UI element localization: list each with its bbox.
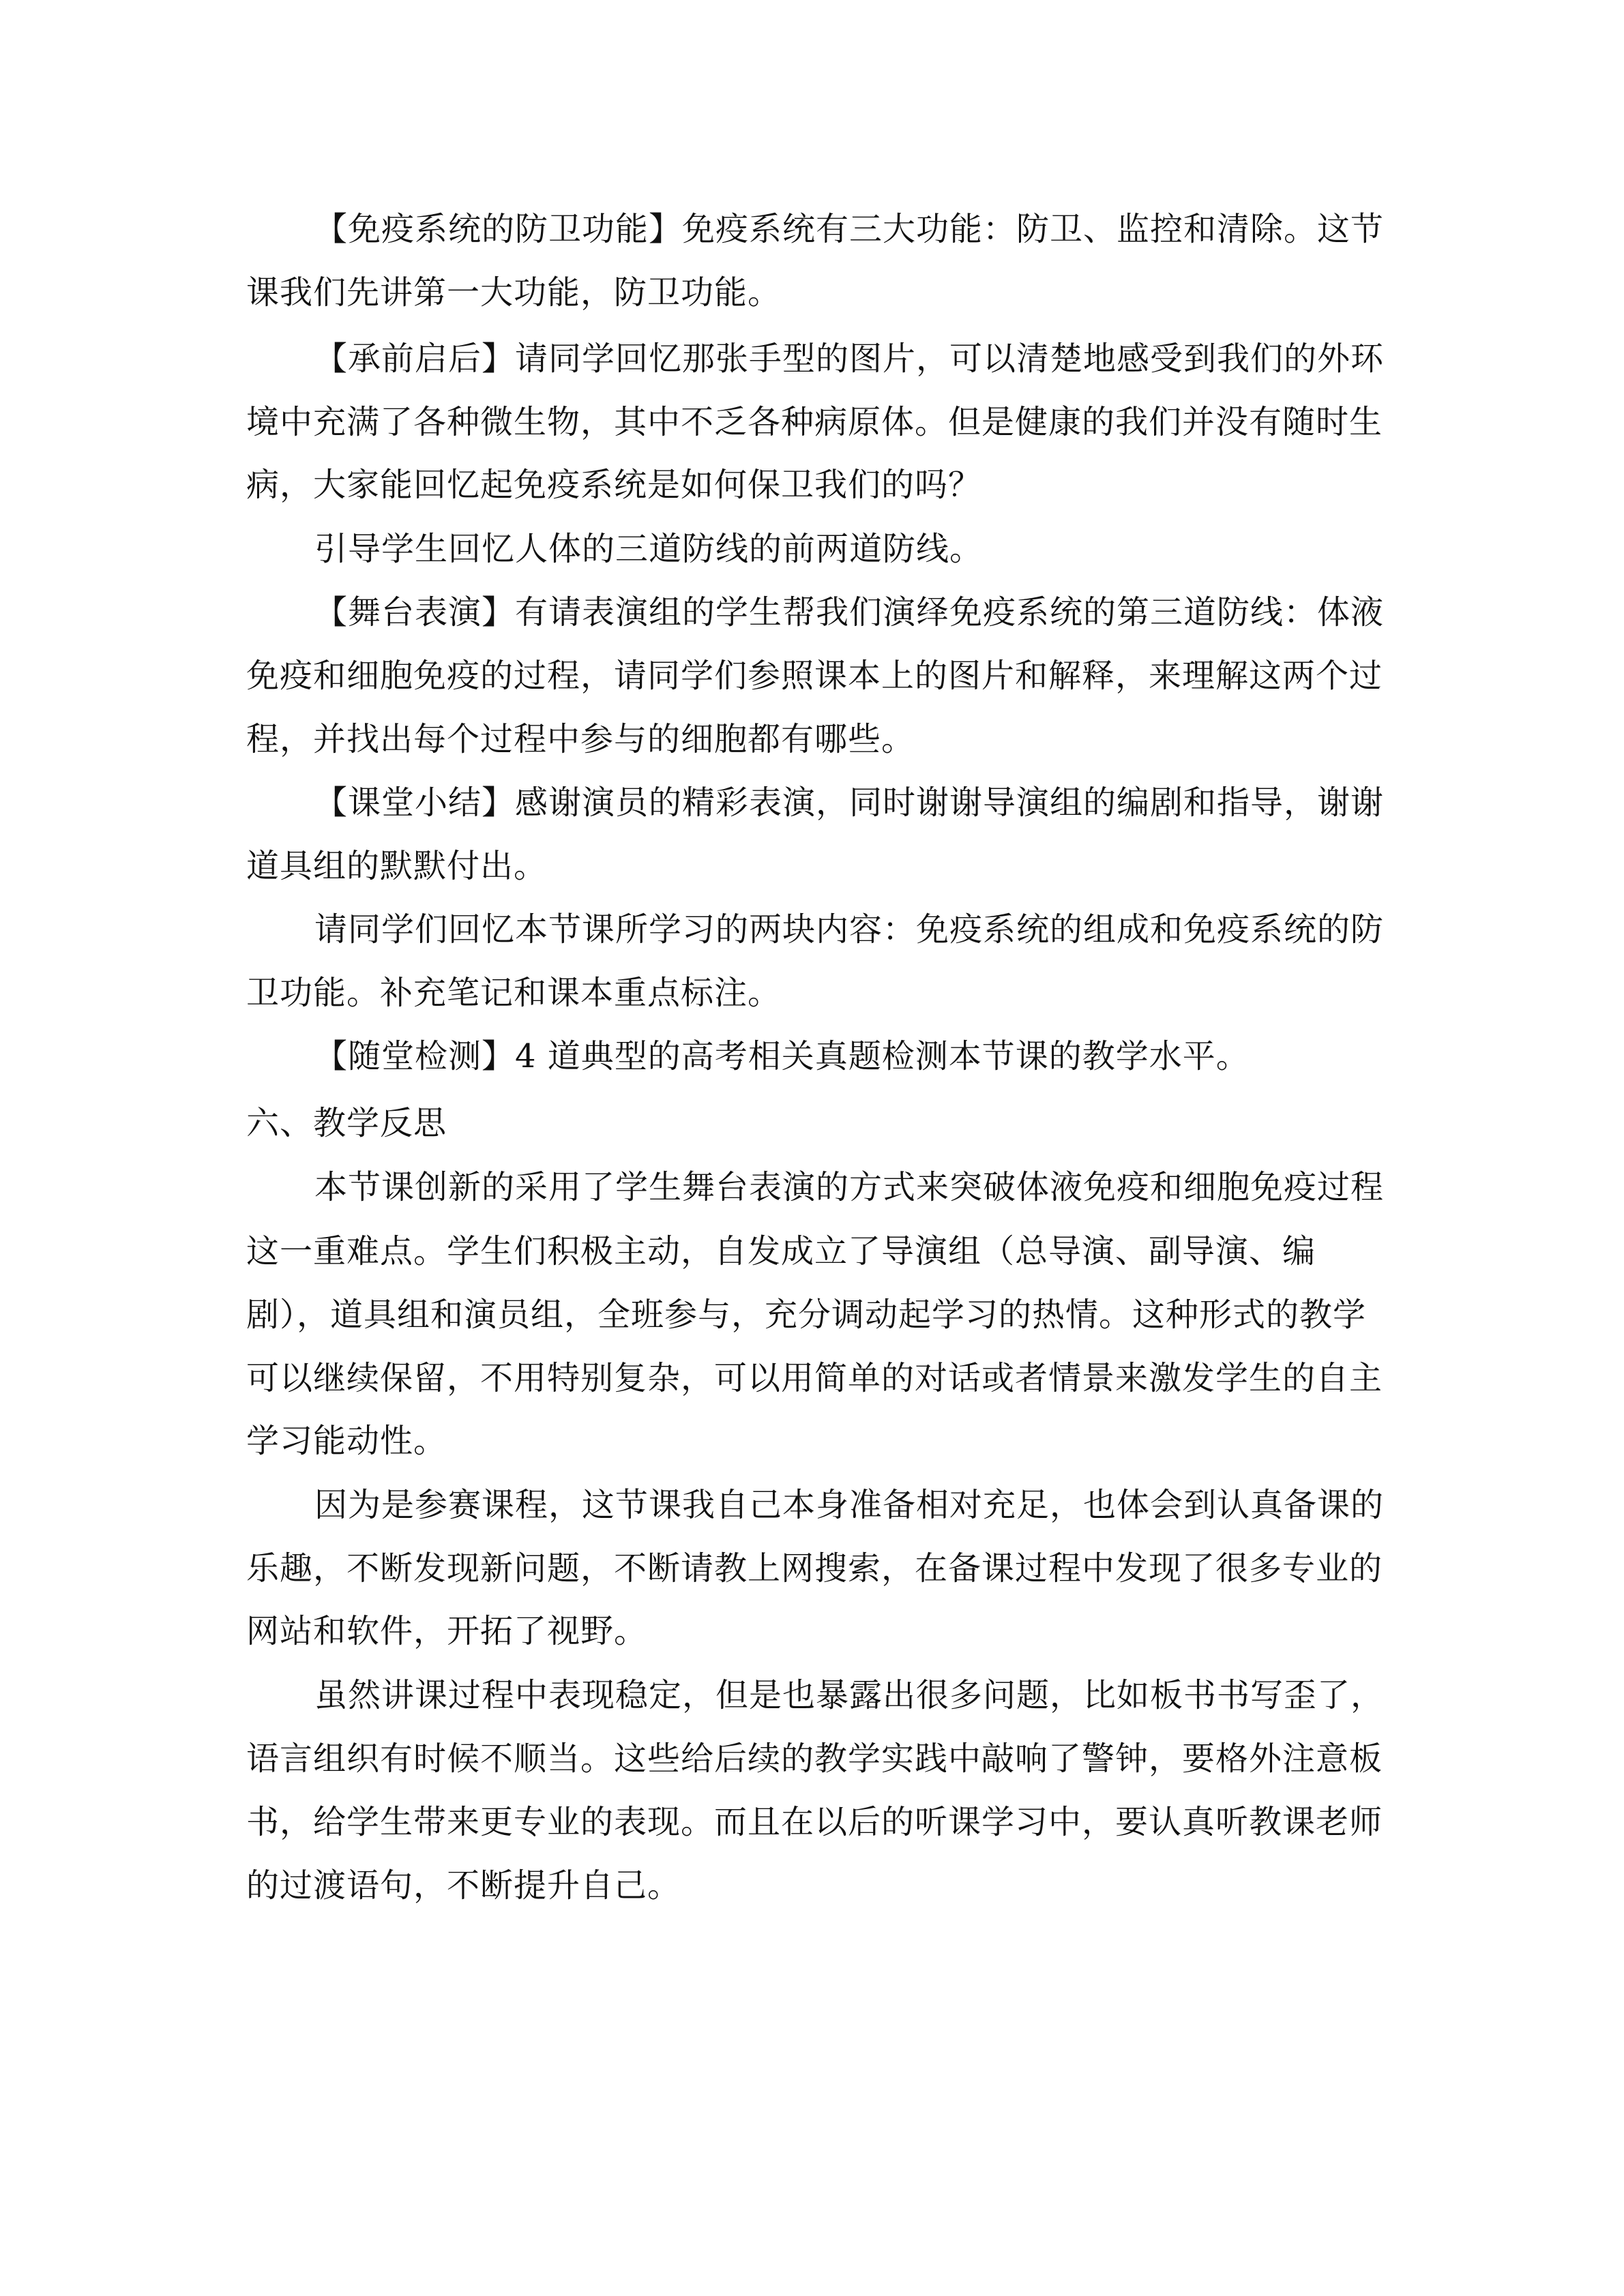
text-line: 因为是参赛课程，这节课我自己本身准备相对充足，也体会到认真备课的 — [314, 1486, 1385, 1524]
text-line: 【承前启后】请同学回忆那张手型的图片，可以清楚地感受到我们的外环 — [314, 340, 1385, 378]
text-line: 网站和软件，开拓了视野。 — [246, 1612, 648, 1650]
text-line: 乐趣，不断发现新问题，不断请教上网搜索，在备课过程中发现了很多专业的 — [246, 1549, 1383, 1587]
text-line: 【随堂检测】4 道典型的高考相关真题检测本节课的教学水平。 — [314, 1037, 1250, 1075]
text-line: 语言组织有时候不顺当。这些给后续的教学实践中敲响了警钟，要格外注意板 — [246, 1740, 1383, 1778]
text-line: 剧），道具组和演员组，全班参与，充分调动起学习的热情。这种形式的教学 — [246, 1296, 1367, 1334]
text-line: 境中充满了各种微生物，其中不乏各种病原体。但是健康的我们并没有随时生 — [246, 403, 1383, 441]
text-line: 本节课创新的采用了学生舞台表演的方式来突破体液免疫和细胞免疫过程 — [314, 1168, 1385, 1206]
text-line: 【免疫系统的防卫功能】免疫系统有三大功能：防卫、监控和清除。这节 — [314, 210, 1385, 248]
text-line: 卫功能。补充笔记和课本重点标注。 — [246, 974, 782, 1012]
text-line: 可以继续保留，不用特别复杂，可以用简单的对话或者情景来激发学生的自主 — [246, 1359, 1383, 1397]
text-line: 【课堂小结】感谢演员的精彩表演，同时谢谢导演组的编剧和指导，谢谢 — [314, 784, 1385, 822]
text-line: 病，大家能回忆起免疫系统是如何保卫我们的吗？ — [246, 466, 982, 504]
text-line: 学习能动性。 — [246, 1422, 447, 1460]
text-line: 虽然讲课过程中表现稳定，但是也暴露出很多问题，比如板书书写歪了， — [314, 1676, 1385, 1714]
text-line: 引导学生回忆人体的三道防线的前两道防线。 — [314, 530, 984, 568]
text-line: 书，给学生带来更专业的表现。而且在以后的听课学习中，要认真听教课老师 — [246, 1803, 1383, 1841]
section-heading: 六、教学反思 — [246, 1104, 447, 1142]
text-line: 课我们先讲第一大功能，防卫功能。 — [246, 273, 782, 312]
text-line: 的过渡语句，不断提升自己。 — [246, 1866, 681, 1905]
text-line: 免疫和细胞免疫的过程，请同学们参照课本上的图片和解释，来理解这两个过 — [246, 657, 1383, 695]
text-line: 请同学们回忆本节课所学习的两块内容：免疫系统的组成和免疫系统的防 — [314, 910, 1385, 949]
text-line: 【舞台表演】有请表演组的学生帮我们演绎免疫系统的第三道防线：体液 — [314, 593, 1385, 631]
text-line: 道具组的默默付出。 — [246, 847, 548, 885]
text-line: 这一重难点。学生们积极主动，自发成立了导演组（总导演、副导演、编 — [246, 1232, 1316, 1270]
text-line: 程，并找出每个过程中参与的细胞都有哪些。 — [246, 720, 915, 758]
